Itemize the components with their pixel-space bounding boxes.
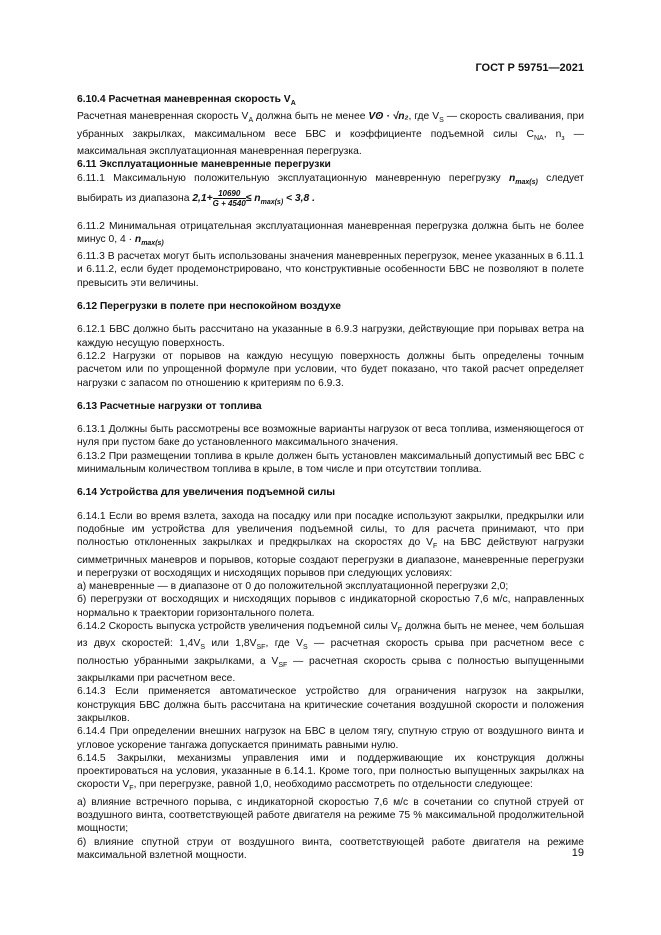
list-item-a-1: а) маневренные — в диапазоне от 0 до положительной эксплуатационной перегрузки 2,0; <box>77 581 509 593</box>
heading-6-10-4: 6.10.4 Расчетная маневренная скорость $V_A$ <box>77 94 296 108</box>
paragraph-6-11-3: 6.11.3 В расчетах могут быть использованы значения маневренных перегрузок, менее указанных в 6.11.1 и 6.11.2, если будет продемонстрировано, что конструктивные особенности БВС не позволяют в полете превысить эти величины. <box>77 251 584 289</box>
page-number: 19 <box>571 847 584 859</box>
paragraph-6-14-5: 6.14.5 Закрылки, механизмы управления ими и поддерживающие их конструкция должны проектироваться на условия, указанные в 6.14.1. Кроме того, при полностью выпущенных закрылках на скорости $V_F$, при перегрузке, равной 1,0, необходимо рассмотреть по отдельности следующее: <box>77 752 584 793</box>
heading-6-11: 6.11 Эксплуатационные маневренные перегрузки <box>77 159 331 171</box>
list-item-b-2: б) влияние спутной струи от воздушного винта, соответствующей работе двигателя на режиме максимальной взлетной мощности. <box>77 836 584 861</box>
paragraph-6-14-3: 6.14.3 Если применяется автоматическое устройство для ограничения нагрузок на закрылки, конструкция БВС должна быть рассчитана на критические сочетания воздушной скорости и положения закрылков. <box>77 686 584 724</box>
heading-6-12: 6.12 Перегрузки в полете при неспокойном воздухе <box>77 301 342 313</box>
paragraph-6-11-2: 6.11.2 Минимальная отрицательная эксплуатационная маневренная перегрузка должна быть не более минус 0, $4 \cdot n_{max(s)}$ <box>77 220 584 247</box>
paragraph-6-14-1: 6.14.1 Если во время взлета, захода на посадку или при посадке используют закрылки, предкрылки или подобные им устройства для увеличения подъемной силы, то для расчета принимают, что при полностью отклоненных закрылках и предкрылках на скоростях до $V_F$ на БВС действуют нагрузки симметричных маневров и порывов, которые создают перегрузки в диапазоне, маневренные перегрузки и перегрузки от восходящих и нисходящих порывов при следующих условиях: <box>77 510 585 579</box>
paragraph-6-11-1: 6.11.1 Максимальную положительную эксплуатационную маневренную перегрузку $n_{max(s)}$ следует выбирать из диапазона 2,1+ $\frac{10690}{G + 4540}$ ≤ $n_{max(s)} < 3,8$ . <box>77 172 584 208</box>
heading-6-13: 6.13 Расчетные нагрузки от топлива <box>77 400 262 412</box>
paragraph-6-13-1: 6.13.1 Должны быть рассмотрены все возможные варианты нагрузок от веса топлива, изменяющегося от нуля при пустом баке до установленного максимального значения. <box>77 424 584 449</box>
paragraph-6-12-1: 6.12.1 БВС должно быть рассчитано на указанные в 6.9.3 нагрузки, действующие при порывах ветра на каждую несущую поверхность. <box>77 324 584 349</box>
paragraph-6-13-2: 6.13.2 При размещении топлива в крыле должен быть установлен максимальный допустимый вес БВС с минимальным количеством топлива в крыле, в том числе и при отсутствии топлива. <box>77 450 584 476</box>
paragraph-6-10-4: Расчетная маневренная скорость $V_A$ должна быть не менее Vʘ · √n₂, где $V_S$ — скорость сваливания, при убранных закрылках, максимальном весе БВС и коэффициенте подъемной силы $C_{NA}$, $n_з$ — максимальная эксплуатационная маневренная перегрузка. <box>77 111 584 158</box>
list-item-a-2: а) влияние встречного порыва, с индикаторной скоростью 7,6 м/с в сочетании со спутной струей от воздушного винта, соответствующей работе двигателя на режиме 75 % максимальной продолжительной мощности; <box>77 796 584 835</box>
list-item-b-1: б) перегрузки от восходящих и нисходящих порывов с индикаторной скоростью 7,6 м/с, направленных нормально к траектории горизонтального полета. <box>77 594 584 619</box>
page-body <box>77 93 584 862</box>
formula-va: Vʘ · √n₂ <box>368 111 409 123</box>
paragraph-6-12-2: 6.12.2 Нагрузки от порывов на каждую несущую поверхность должны быть определены точным расчетом или по упрощенной формуле при условии, что будет показано, что такой расчет определяет нагрузки с запасом по отношению к критериям по 6.9.3. <box>77 350 584 389</box>
paragraph-6-14-4: 6.14.4 При определении внешних нагрузок на БВС в целом тягу, спутную струю от воздушного винта и угловое ускорение тангажа допускается принимать равными нулю. <box>77 726 584 751</box>
formula-range: 2,1+ $\frac{10690}{G + 4540}$ ≤ $n_{max(s)} < 3,8$ . <box>192 188 315 208</box>
document-id: ГОСТ Р 59751—2021 <box>475 62 584 74</box>
heading-6-14: 6.14 Устройства для увеличения подъемной силы <box>77 487 336 499</box>
paragraph-6-14-2: 6.14.2 Скорость выпуска устройств увеличения подъемной силы $V_F$ должна быть не менее, чем большая из двух скоростей: $1,4V_S$ или $1,8V_{SF}$, где $V_S$ — расчетная скорость срыва при расчетном весе с полностью убранными закрылками, а $V_{SF}$ — расчетная скорость срыва с полностью выпущенными закрылками при расчетном весе. <box>77 621 585 685</box>
